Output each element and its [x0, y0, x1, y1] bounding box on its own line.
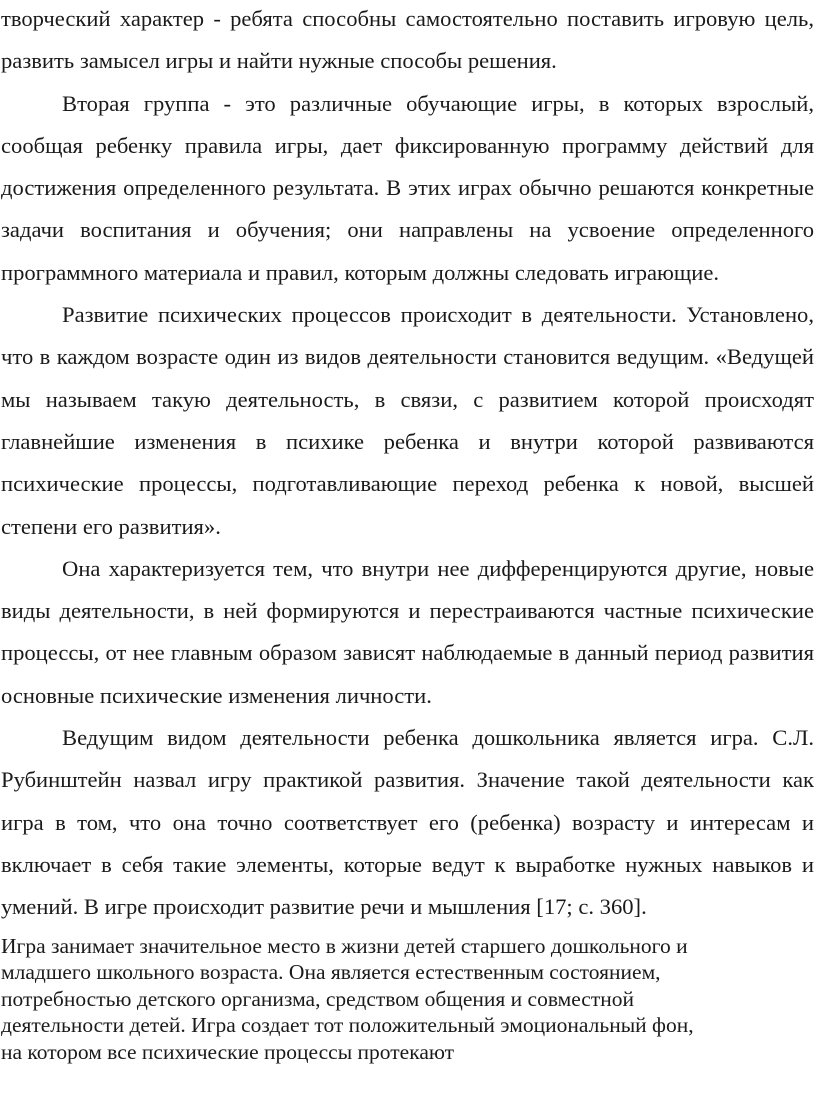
paragraph-4: Она характеризуется тем, что внутри нее дифференцируются другие, новые виды деятельности, в ней формируются и перестраиваются частные психические процессы, от нее главным образом зависят наблюдаемые в данный период развития основные психические изменения личности.	[1, 555, 814, 708]
paragraph-3: Развитие психических процессов происходит в деятельности. Установлено, что в каждом возрасте один из видов деятельности становится ведущим. «Ведущей мы называем такую деятельность, в связи, с развитием которой происходят главнейшие изменения в психике ребенка и внутри которой развиваются психические процессы, подготавливающие переход ребенка к новой, высшей степени его развития».	[1, 302, 814, 539]
paragraph-1: творческий характер - ребята способны самостоятельно поставить игровую цель, развить замысел игры и найти нужные способы решения.	[1, 6, 814, 74]
closing-line: деятельности детей. Игра создает тот положительный эмоциональный фон,	[1, 1013, 694, 1038]
closing-line: потребностью детского организма, средством общения и совместной	[1, 986, 635, 1011]
paragraph-2: Вторая группа - это различные обучающие игры, в которых взрослый, сообщая ребенку правила игры, дает фиксированную программу действий для достижения определенного результата. В этих играх обычно решаются конкретные задачи воспитания и обучения; они направлены на усвоение определенного программного материала и правил, которым должны следовать играющие.	[1, 90, 814, 285]
closing-line: младшего школьного возраста. Она является естественным состоянием,	[1, 960, 661, 985]
closing-line: Игра занимает значительное место в жизни детей старшего дошкольного и	[1, 933, 688, 958]
paragraph-5: Ведущим видом деятельности ребенка дошкольника является игра. С.Л. Рубинштейн назвал игру практикой развития. Значение такой деятельности как игра в том, что она точно соответствует его (ребенка) возрасту и интересам и включает в себя такие элементы, которые ведут к выработке нужных навыков и умений. В игре происходит развитие речи и мышления [17; с. 360].	[1, 725, 814, 920]
closing-paragraph	[1, 933, 814, 1066]
closing-line: на котором все психические процессы протекают	[1, 1039, 455, 1064]
